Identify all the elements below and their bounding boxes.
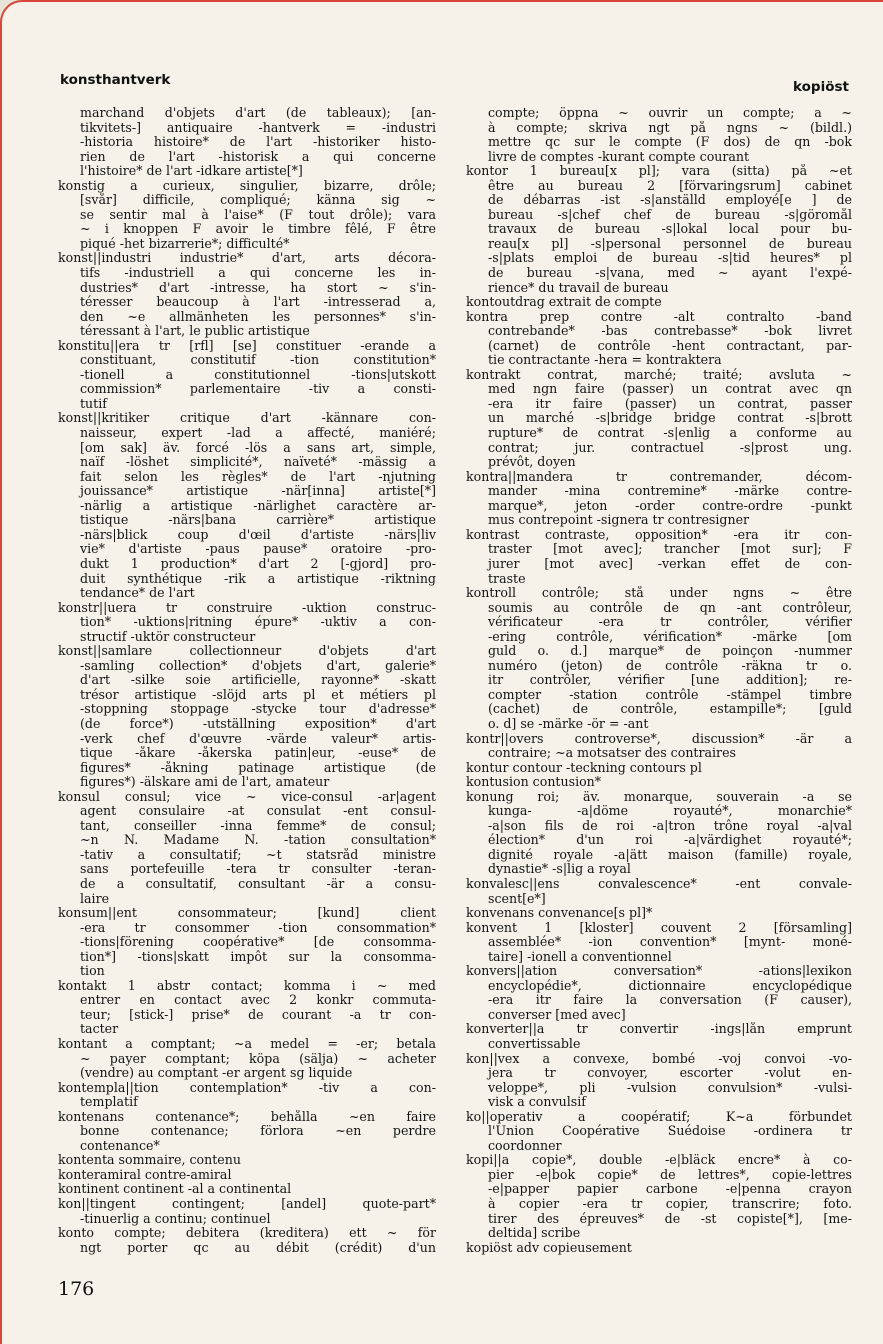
entry-line: piqué -het bizarrerie*; difficulté* <box>80 236 290 251</box>
entry-line: tie contractante -hera = kontraktera <box>488 353 722 368</box>
entry-line: tistique -närs|bana carrière* artistique <box>80 513 436 528</box>
entry-line: tion <box>80 964 105 979</box>
entry-line: traster [mot avec]; trancher [mot sur]; F <box>488 542 852 557</box>
entry-line: veloppe*, pli -vulsion convulsion* -vulsi- <box>488 1080 852 1095</box>
entry-line: konstr||uera tr construire -uktion construc- <box>58 600 436 615</box>
entry-line: kontor 1 bureau[x pl]; vara (sitta) på ~et <box>466 164 852 179</box>
entry-line: contrat; jur. contractuel -s|prost ung. <box>488 440 852 455</box>
entry-line: kontakt 1 abstr contact; komma i ~ med <box>58 978 436 993</box>
entry-line: téressant à l'art, le public artistique <box>80 324 310 339</box>
page-number: 176 <box>58 1278 95 1300</box>
entry-line: convertissable <box>488 1037 581 1051</box>
entry-line: kontur contour -teckning contours pl <box>466 760 702 775</box>
entry-line: marchand d'objets d'art (de tableaux); [an- <box>80 106 436 120</box>
entry-line: -e|papper papier carbone -e|penna crayon <box>488 1182 852 1197</box>
entry-line: teur; [stick-] prise* de courant -a tr con- <box>80 1007 436 1022</box>
entry-line: ngt porter qc au débit (crédit) d'un <box>80 1240 436 1255</box>
entry-line: duit synthétique -rik a artistique -riktning <box>80 571 436 586</box>
entry-line: konvenans convenance[s pl]* <box>466 906 653 921</box>
entry-line: konst||industri industrie* d'art, arts décora- <box>58 251 436 266</box>
entry-line: ~n N. Madame N. -tation consultation* <box>80 833 436 848</box>
entry-line: -era tr consommer -tion consommation* <box>80 920 436 935</box>
entry-line: vie* d'artiste -paus pause* oratoire -pro- <box>80 542 436 557</box>
entry-line: o. d] se -märke -ör = -ant <box>488 716 649 731</box>
entry-line: (carnet) de contrôle -hent contractant, par- <box>488 338 852 353</box>
entry-line: prévôt, doyen <box>488 455 576 470</box>
entry-line: entrer en contact avec 2 konkr commuta- <box>80 993 436 1008</box>
entry-line: naïf -löshet simplicité*, naïveté* -mässig a <box>80 455 436 470</box>
entry-line: kopi||a copie*, double -e|bläck encre* à co- <box>466 1153 852 1168</box>
entry-line: l'histoire* de l'art -idkare artiste[*] <box>80 164 303 179</box>
entry-line: (vendre) au comptant -er argent sg liquide <box>80 1066 353 1081</box>
entry-line: den ~e allmänheten les personnes* s'in- <box>80 309 436 324</box>
entry-line: compte; öppna ~ ouvrir un compte; a ~ <box>488 106 852 120</box>
entry-line: [om sak] äv. forcé -lös a sans art, simple, <box>80 440 436 455</box>
entry-line: contraire; ~a motsatser des contraires <box>488 746 736 761</box>
entry-line: konung roi; äv. monarque, souverain -a se <box>466 789 852 804</box>
entry-line: d'art -silke soie artificielle, rayonne* -skatt <box>80 673 436 688</box>
entry-line: élection* d'un roi -a|värdighet royauté*; <box>488 833 852 848</box>
entry-line: -tativ a consultatif; ~t statsråd ministre <box>80 847 436 862</box>
entry-line: marque*, jeton -order contre-ordre -punkt <box>488 498 852 513</box>
entry-line: tikvitets-] antiquaire -hantverk = -industri <box>80 120 436 135</box>
entry-line: naisseur, expert -lad a affecté, maniéré; <box>80 426 436 441</box>
entry-line: converser [med avec] <box>488 1007 626 1022</box>
entry-line: travaux de bureau -s|lokal local pour bu- <box>488 222 852 237</box>
entry-line: -tions|förening coopérative* [de consomma- <box>80 935 436 950</box>
entry-line: de a consultatif, consultant -är a consu- <box>80 876 436 891</box>
entry-line: kopiöst adv copieusement <box>466 1240 632 1255</box>
entry-line: pier -e|bok copie* de lettres*, copie-lettres <box>488 1167 852 1182</box>
entry-line: -tinuerlig a continu; continuel <box>80 1211 271 1226</box>
entry-line: un marché -s|bridge bridge contrat -s|brott <box>488 411 852 426</box>
entry-line: -samling collection* d'objets d'art, galerie* <box>80 658 436 673</box>
entry-line: de bureau -s|vana, med ~ ayant l'expé- <box>488 266 852 281</box>
entry-line: à compte; skriva ngt på ngns ~ (bildl.) <box>488 120 852 135</box>
entry-line: rupture* de contrat -s|enlig a conforme au <box>488 426 852 441</box>
entry-line: tifs -industriell a qui concerne les in- <box>80 266 436 281</box>
entry-line: sans portefeuille -tera tr consulter -teran- <box>80 862 436 877</box>
entry-line: templatif <box>80 1095 138 1110</box>
entry-line: tutif <box>80 396 107 411</box>
entry-line: laire <box>80 891 110 906</box>
entry-line: numéro (jeton) de contrôle -räkna tr o. <box>488 658 852 673</box>
entry-line: dignité royale -a|ätt maison (famille) royale, <box>488 847 852 862</box>
entry-line: kon||vex a convexe, bombé -voj convoi -vo- <box>466 1051 852 1066</box>
entry-line: traste <box>488 571 526 586</box>
entry-line: konsum||ent consommateur; [kund] client <box>58 906 436 921</box>
entry-line: l'Union Coopérative Suédoise -ordinera tr <box>488 1124 852 1139</box>
entry-line: konvalesc||ens convalescence* -ent convale- <box>466 876 852 891</box>
entry-line: vérificateur -era tr contrôler, vérifier <box>488 615 852 630</box>
entry-line: -era itr faire la conversation (F causer), <box>488 993 852 1008</box>
entry-line: kontr||overs controverse*, discussion* -är a <box>466 731 852 746</box>
entry-line: -närlig a artistique -närlighet caractère ar- <box>80 498 436 513</box>
entry-line: -ering contrôle, vérification* -märke [om <box>488 629 852 644</box>
entry-line: ~ payer comptant; köpa (sälja) ~ acheter <box>80 1051 436 1066</box>
entry-line: konstitu||era tr [rfl] [se] constituer -erande a <box>58 338 436 353</box>
right-column <box>466 106 852 1255</box>
entry-line: agent consulaire -at consulat -ent consul- <box>80 804 436 819</box>
entry-line: commission* parlementaire -tiv a consti- <box>80 382 436 397</box>
entry-line: kontroll contrôle; stå under ngns ~ être <box>466 586 852 601</box>
entry-line: tendance* de l'art <box>80 586 195 601</box>
entry-line: konst||kritiker critique d'art -kännare con- <box>58 411 436 426</box>
entry-line: rien de l'art -historisk a qui concerne <box>80 149 436 164</box>
entry-line: -era itr faire (passer) un contrat, passer <box>488 396 852 411</box>
entry-line: assemblée* -ion convention* [mynt- moné- <box>488 935 852 950</box>
entry-line: reau[x pl] -s|personal personnel de bureau <box>488 236 852 251</box>
entry-line: kon||tingent contingent; [andel] quote-part* <box>58 1197 436 1212</box>
entry-line: rience* du travail de bureau <box>488 280 669 295</box>
entry-line: konstig a curieux, singulier, bizarre, drôle; <box>58 178 436 193</box>
entry-line: à copier -era tr copier, transcrire; foto. <box>488 1197 852 1212</box>
entry-line: livre de comptes -kurant compte courant <box>488 149 750 164</box>
entry-line: -verk chef d'œuvre -värde valeur* artis- <box>80 731 436 746</box>
entry-line: -tionell a constitutionnel -tions|utskott <box>80 367 436 382</box>
entry-line: scent[e*] <box>488 891 546 906</box>
entry-line: mus contrepoint -signera tr contresigner <box>488 513 750 528</box>
entry-line: med ngn faire (passer) un contrat avec qn <box>488 382 852 397</box>
entry-line: konverter||a tr convertir -ings|lån emprunt <box>466 1022 852 1037</box>
entry-line: taire] -ionell a conventionnel <box>488 949 672 964</box>
entry-line: fait selon les règles* de l'art -njutning <box>80 469 436 484</box>
entry-line: être au bureau 2 [förvaringsrum] cabinet <box>488 178 852 193</box>
entry-line: tique -åkare -åkerska patin|eur, -euse* de <box>80 746 436 761</box>
entry-line: -a|son fils de roi -a|tron trône royal -a|val <box>488 818 852 833</box>
entry-line: contenance* <box>80 1138 160 1153</box>
entry-line: -stoppning stoppage -stycke tour d'adresse* <box>80 702 436 717</box>
entry-line: -historia histoire* de l'art -historiker histo- <box>80 135 436 150</box>
entry-line: deltida] scribe <box>488 1226 581 1241</box>
entry-line: kontenans contenance*; behålla ~en faire <box>58 1109 436 1124</box>
entry-line: kontenta sommaire, contenu <box>58 1153 241 1168</box>
entry-line: téresser beaucoup à l'art -intresserad a, <box>80 295 436 310</box>
entry-line: jouissance* artistique -när[inna] artiste[*] <box>80 484 436 499</box>
entry-line: compter -station contrôle -stämpel timbre <box>488 687 852 702</box>
entry-line: kontinent continent -al a continental <box>58 1182 292 1197</box>
entry-line: guld o. d.] marque* de poinçon -nummer <box>488 644 852 659</box>
entry-line: bureau -s|chef chef de bureau -s|göromål <box>488 207 852 222</box>
entry-line: kontrakt contrat, marché; traité; avsluta ~ <box>466 367 852 382</box>
entry-line: konvers||ation conversation* -ations|lexikon <box>466 964 852 979</box>
entry-line: mettre qc sur le compte (F dos) de qn -bok <box>488 135 852 150</box>
entry-line: kontrast contraste, opposition* -era itr con- <box>466 527 852 542</box>
entry-line: konteramiral contre-amiral <box>58 1167 232 1182</box>
entry-line: bonne contenance; förlora ~en perdre <box>80 1124 436 1139</box>
entry-line: -s|plats emploi de bureau -s|tid heures* pl <box>488 251 852 266</box>
entry-line: ko||operativ a coopératif; K~a förbundet <box>466 1109 852 1124</box>
entry-line: dukt 1 production* d'art 2 [-gjord] pro- <box>80 556 436 571</box>
entry-line: konto compte; debitera (kreditera) ett ~ för <box>58 1226 436 1241</box>
entry-line: konst||samlare collectionneur d'objets d'art <box>58 644 436 659</box>
header-left-guideword: konsthantverk <box>60 72 171 88</box>
entry-line: tacter <box>80 1022 119 1037</box>
entry-line: kontant a comptant; ~a medel = -er; betala <box>58 1037 436 1051</box>
entry-line: figures*) -älskare ami de l'art, amateur <box>80 775 330 790</box>
entry-line: structif -uktör constructeur <box>80 629 256 644</box>
header-right-guideword: kopiöst <box>793 79 849 95</box>
left-column <box>58 106 436 1255</box>
entry-line: figures* -åkning patinage artistique (de <box>80 760 436 775</box>
entry-line: (de force*) -utställning exposition* d'art <box>80 716 436 731</box>
entry-line: itr contrôler, vérifier [une addition]; re- <box>488 673 852 688</box>
entry-line: konvent 1 [kloster] couvent 2 [församling] <box>466 920 852 935</box>
entry-line: dynastie* -s|lig a royal <box>488 862 631 877</box>
entry-line: tant, conseiller -inna femme* de consul; <box>80 818 436 833</box>
entry-line: constituant, constitutif -tion constitution* <box>80 353 436 368</box>
entry-line: se sentir mal à l'aise* (F tout drôle); vara <box>80 207 436 222</box>
entry-line: encyclopédie*, dictionnaire encyclopédique <box>488 978 852 993</box>
entry-line: tion* -uktions|ritning épure* -uktiv a con- <box>80 615 436 630</box>
entry-line: tirer des épreuves* de -st copiste[*], [me- <box>488 1211 852 1226</box>
entry-line: kontra||mandera tr contremander, décom- <box>466 469 852 484</box>
entry-line: konsul consul; vice ~ vice-consul -ar|agent <box>58 789 436 804</box>
entry-line: kunga- -a|döme royauté*, monarchie* <box>488 804 852 819</box>
entry-line: trésor artistique -slöjd arts pl et métiers pl <box>80 687 436 702</box>
entry-line: -närs|blick coup d'œil d'artiste -närs|liv <box>80 527 436 542</box>
entry-line: ~ i knoppen F avoir le timbre fêlé, F être <box>80 222 436 237</box>
entry-line: kontusion contusion* <box>466 775 602 790</box>
entry-line: kontempla||tion contemplation* -tiv a con- <box>58 1080 436 1095</box>
entry-line: coordonner <box>488 1138 562 1153</box>
entry-line: de débarras -ist -s|anställd employé[e ] de <box>488 193 852 208</box>
entry-line: (cachet) de contrôle, estampille*; [guld <box>488 702 852 717</box>
entry-line: kontra prep contre -alt contralto -band <box>466 309 852 324</box>
entry-line: tion*] -tions|skatt impôt sur la consomma- <box>80 949 436 964</box>
entry-line: soumis au contrôle de qn -ant contrôleur, <box>488 600 852 615</box>
entry-line: jera tr convoyer, escorter -volut en- <box>488 1066 852 1081</box>
entry-line: dustries* d'art -intresse, ha stort ~ s'in- <box>80 280 436 295</box>
entry-line: [svår] difficile, compliqué; känna sig ~ <box>80 193 436 208</box>
entry-line: visk a convulsif <box>488 1095 586 1110</box>
entry-line: contrebande* -bas contrebasse* -bok livret <box>488 324 852 339</box>
entry-line: mander -mina contremine* -märke contre- <box>488 484 852 499</box>
entry-line: kontoutdrag extrait de compte <box>466 295 662 310</box>
entry-line: jurer [mot avec] -verkan effet de con- <box>488 556 852 571</box>
